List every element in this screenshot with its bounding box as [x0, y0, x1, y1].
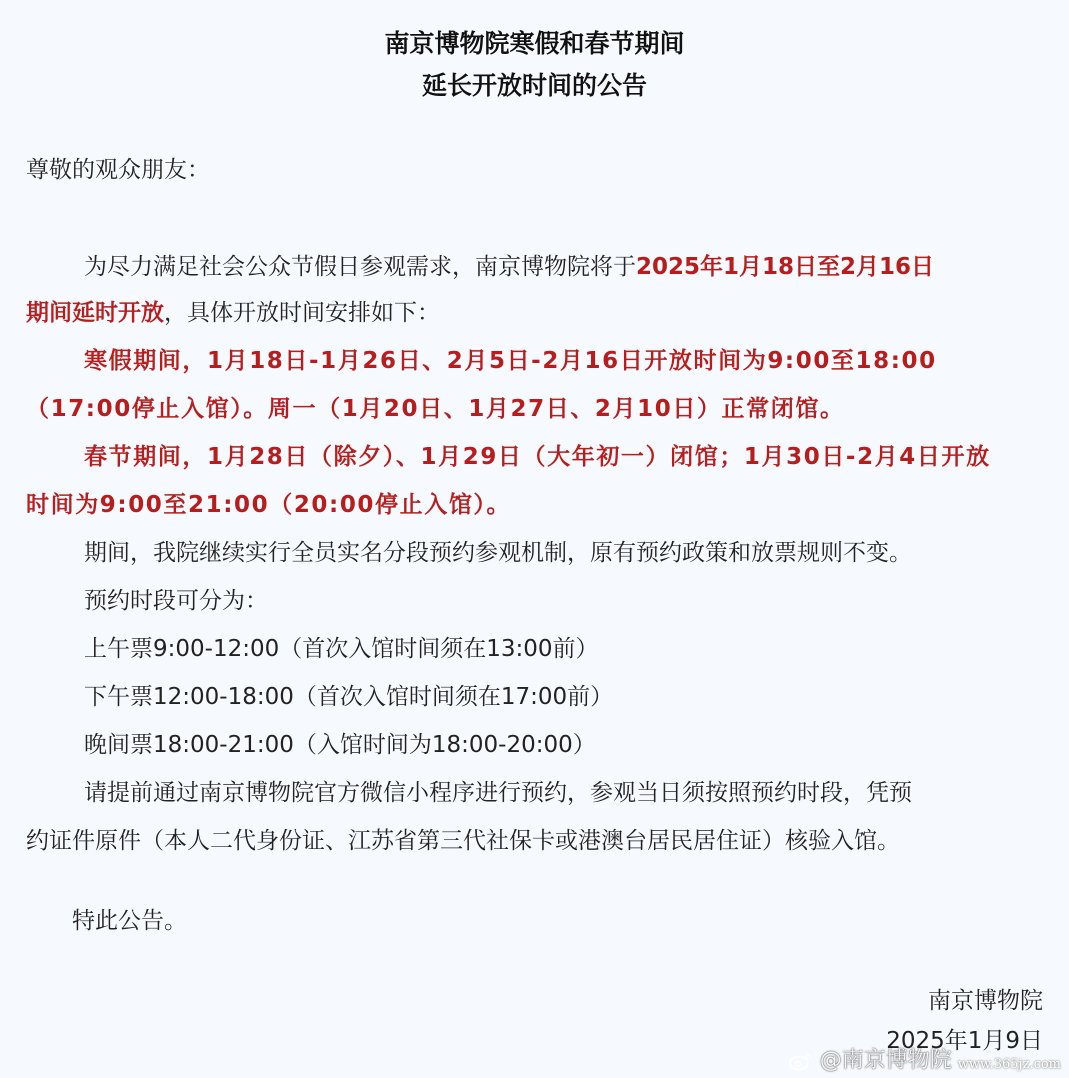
intro-text-1: 为尽力满足社会公众节假日参观需求，南京博物院将于 [84, 254, 636, 280]
weibo-icon [788, 1051, 814, 1071]
winter-line-2: （17:00停止入馆）。周一（1月20日、1月27日、2月10日）正常闭馆。 [26, 396, 845, 422]
slot-afternoon: 下午票12:00-18:00（首次入馆时间须在17:00前） [84, 684, 614, 710]
slots-heading: 预约时段可分为： [84, 588, 268, 614]
intro-line-2 [26, 298, 440, 328]
watermark-handle: @南京博物院 [819, 1048, 952, 1073]
instruction-line-2: 约证件原件（本人二代身份证、江苏省第三代社保卡或港澳台居民居住证）核验入馆。 [26, 828, 900, 854]
title-line-1: 南京博物院寒假和春节期间 [384, 29, 685, 58]
watermark-site: www.365jz.com [957, 1057, 1061, 1072]
weibo-watermark [788, 1043, 1061, 1074]
spring-line-1: 春节期间，1月28日（除夕）、1月29日（大年初一）闭馆；1月30日-2月4日开放 [84, 444, 991, 470]
spring-line-2: 时间为9:00至21:00（20:00停止入馆）。 [26, 492, 512, 518]
winter-line-1: 寒假期间，1月18日-1月26日、2月5日-2月16日开放时间为9:00至18:00 [84, 348, 937, 374]
closing: 特此公告。 [72, 908, 187, 934]
greeting: 尊敬的观众朋友： [26, 157, 210, 183]
reservation-policy: 期间，我院继续实行全员实名分段预约参观机制，原有预约政策和放票规则不变。 [84, 540, 912, 566]
title-line-2: 延长开放时间的公告 [421, 71, 647, 100]
signature-date: 2025年1月9日 [886, 1028, 1043, 1054]
intro-line-1 [84, 252, 934, 282]
slot-morning: 上午票9:00-12:00（首次入馆时间须在13:00前） [84, 636, 599, 662]
intro-extended-hours: 期间延时开放 [26, 300, 164, 326]
intro-text-2: ，具体开放时间安排如下： [164, 300, 440, 326]
signature-org: 南京博物院 [928, 988, 1043, 1014]
slot-evening: 晚间票18:00-21:00（入馆时间为18:00-20:00） [84, 732, 596, 758]
instruction-line-1: 请提前通过南京博物院官方微信小程序进行预约，参观当日须按照预约时段，凭预 [84, 780, 912, 806]
intro-date-range: 2025年1月18日至2月16日 [636, 254, 935, 280]
